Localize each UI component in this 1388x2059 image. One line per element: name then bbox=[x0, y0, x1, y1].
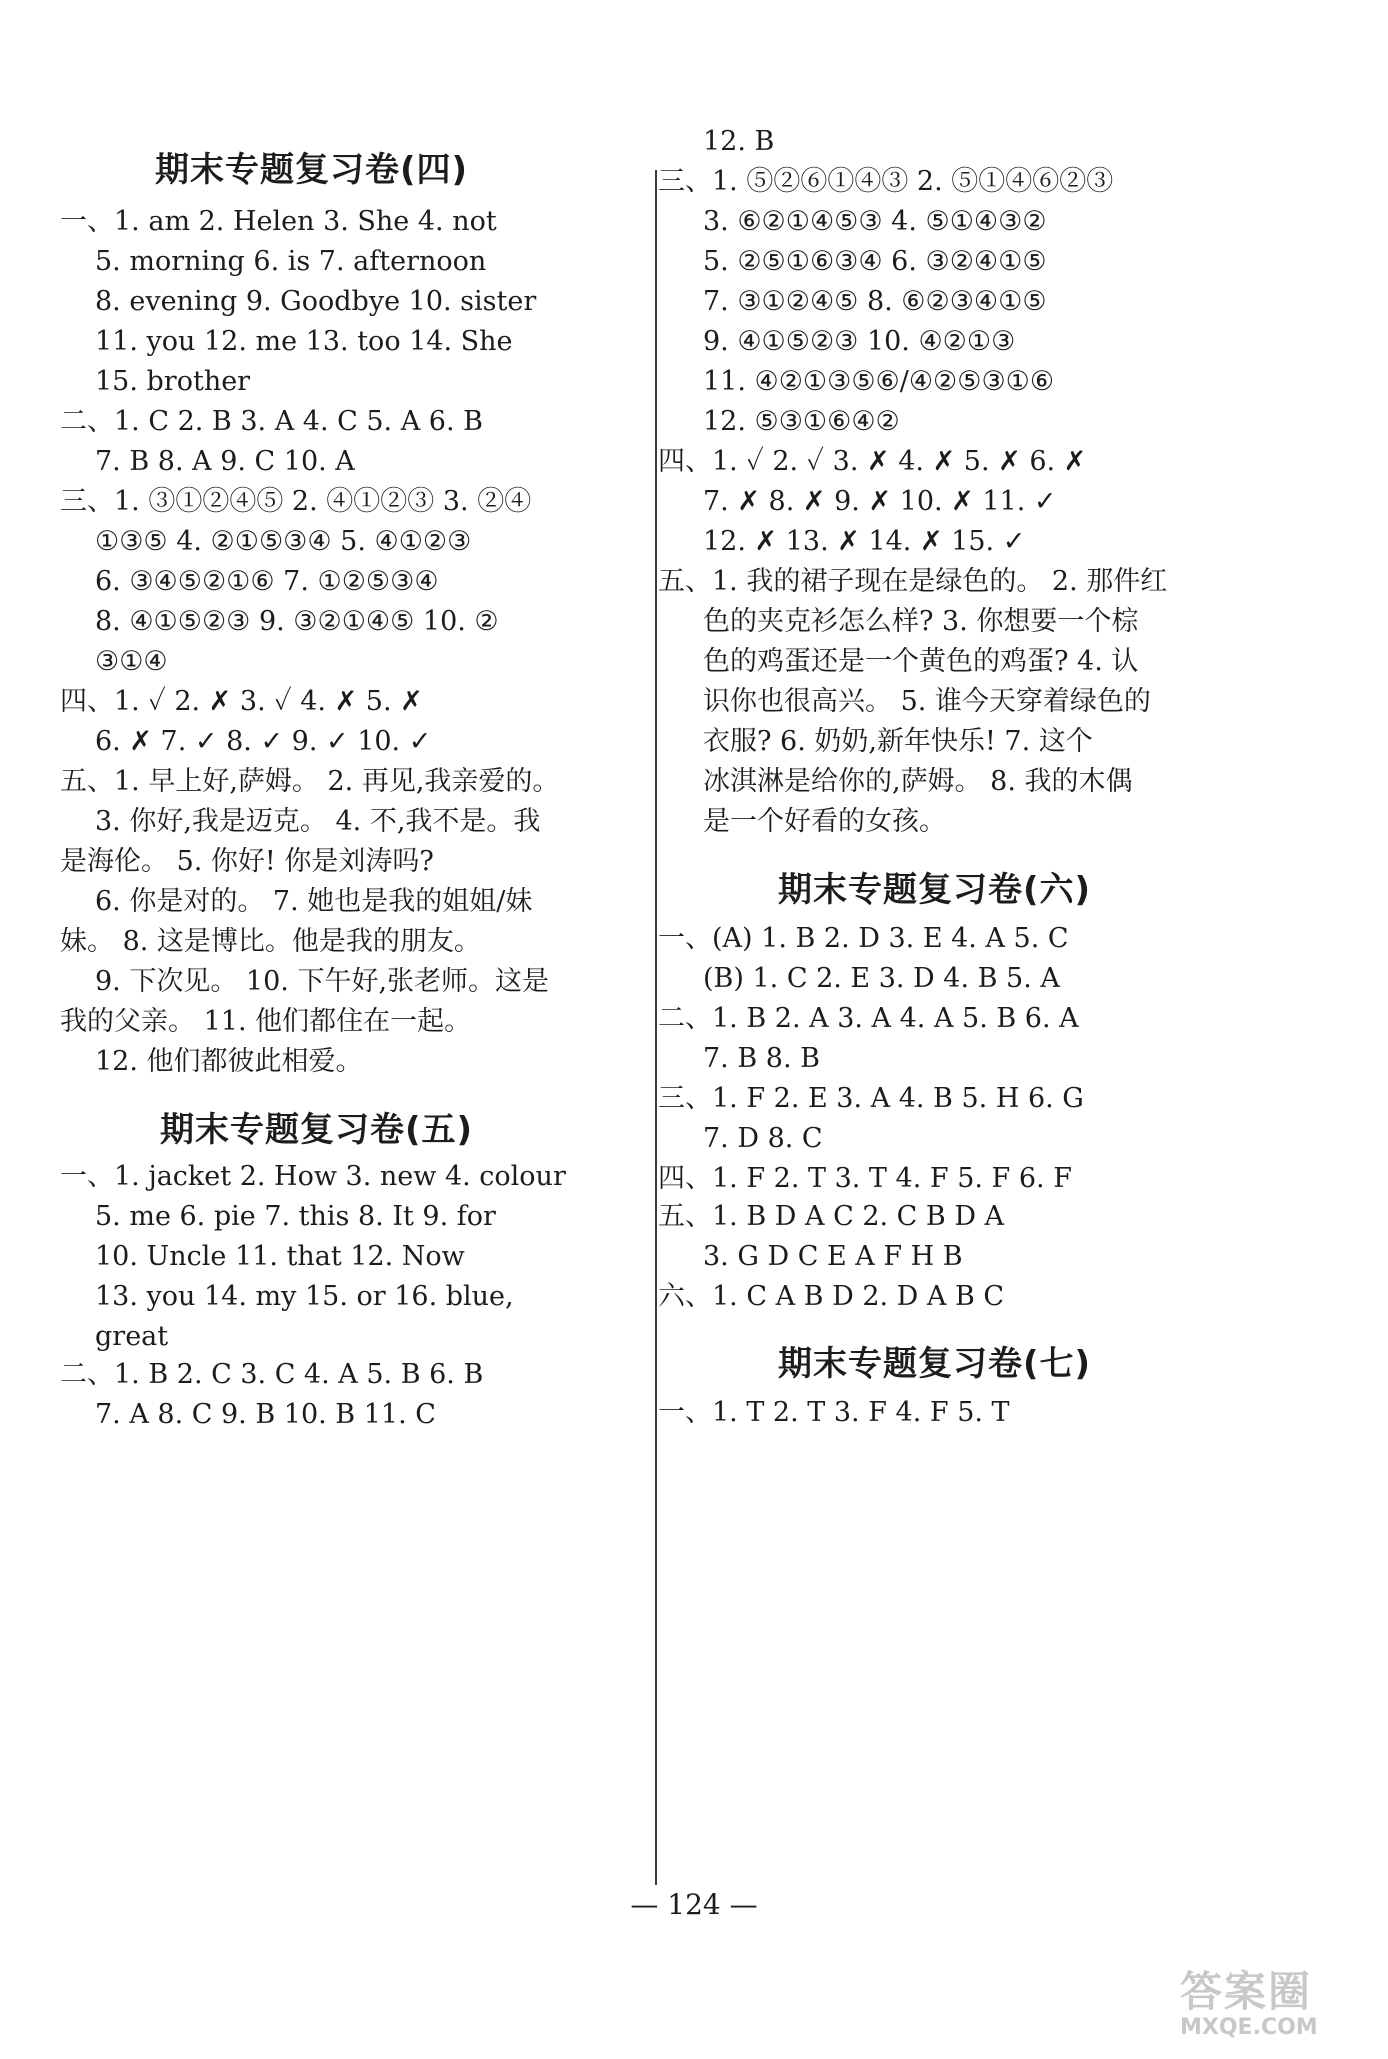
answer-line: 7. B 8. B bbox=[703, 1043, 820, 1074]
answer-line: 三、1. ③①②④⑤ 2. ④①②③ 3. ②④ bbox=[60, 486, 532, 517]
answer-line: 是海伦。 5. 你好! 你是刘涛吗? bbox=[60, 846, 434, 877]
answer-line: 8. evening 9. Goodbye 10. sister bbox=[95, 286, 537, 317]
answer-line: 5. me 6. pie 7. this 8. It 9. for bbox=[95, 1201, 496, 1232]
answer-line: 二、1. C 2. B 3. A 4. C 5. A 6. B bbox=[60, 406, 483, 437]
watermark-text: 答案圈 bbox=[1180, 1967, 1313, 2016]
answer-line: 妹。 8. 这是博比。他是我的朋友。 bbox=[60, 926, 481, 957]
section-title: 期末专题复习卷(六) bbox=[778, 870, 1092, 910]
answer-line: 10. Uncle 11. that 12. Now bbox=[95, 1241, 465, 1272]
answer-line: 五、1. B D A C 2. C B D A bbox=[658, 1201, 1005, 1232]
answer-line: 一、1. jacket 2. How 3. new 4. colour bbox=[60, 1161, 566, 1192]
page-number: — 124 — bbox=[630, 1888, 758, 1921]
answer-line: 9. ④①⑤②③ 10. ④②①③ bbox=[703, 326, 1016, 357]
watermark-url: MXQE.COM bbox=[1180, 2015, 1318, 2040]
answer-line: 三、1. F 2. E 3. A 4. B 5. H 6. G bbox=[658, 1083, 1084, 1114]
answer-line: 3. G D C E A F H B bbox=[703, 1241, 963, 1272]
answer-line: 5. ②⑤①⑥③④ 6. ③②④①⑤ bbox=[703, 246, 1047, 277]
answer-line: 三、1. ⑤②⑥①④③ 2. ⑤①④⑥②③ bbox=[658, 166, 1114, 197]
column-divider bbox=[655, 170, 657, 1885]
answer-line: 9. 下次见。 10. 下午好,张老师。这是 bbox=[95, 966, 550, 997]
answer-line: 色的鸡蛋还是一个黄色的鸡蛋? 4. 认 bbox=[703, 646, 1139, 677]
answer-line: 3. 你好,我是迈克。 4. 不,我不是。我 bbox=[95, 806, 541, 837]
answer-line: 四、1. ✓ 2. ✗ 3. ✓ 4. ✗ 5. ✗ bbox=[60, 686, 423, 717]
answer-line: 6. 你是对的。 7. 她也是我的姐姐/妹 bbox=[95, 886, 533, 917]
answer-line: 二、1. B 2. A 3. A 4. A 5. B 6. A bbox=[658, 1003, 1079, 1034]
answer-line: 六、1. C A B D 2. D A B C bbox=[658, 1281, 1005, 1312]
answer-line: 13. you 14. my 15. or 16. blue, bbox=[95, 1281, 514, 1312]
answer-line: 12. ⑤③①⑥④② bbox=[703, 406, 900, 437]
answer-line: 五、1. 我的裙子现在是绿色的。 2. 那件红 bbox=[658, 566, 1168, 597]
answer-line: 6. ✗ 7. ✓ 8. ✓ 9. ✓ 10. ✓ bbox=[95, 726, 432, 757]
answer-line: great bbox=[95, 1321, 169, 1352]
answer-line: 是一个好看的女孩。 bbox=[703, 806, 946, 837]
answer-line: 衣服? 6. 奶奶,新年快乐! 7. 这个 bbox=[703, 726, 1093, 757]
answer-line: 一、1. T 2. T 3. F 4. F 5. T bbox=[658, 1397, 1010, 1428]
answer-line: 8. ④①⑤②③ 9. ③②①④⑤ 10. ② bbox=[95, 606, 499, 637]
answer-line: ③①④ bbox=[95, 646, 168, 677]
section-title: 期末专题复习卷(五) bbox=[160, 1110, 474, 1150]
answer-line: 15. brother bbox=[95, 366, 251, 397]
answer-line: 3. ⑥②①④⑤③ 4. ⑤①④③② bbox=[703, 206, 1047, 237]
section-title: 期末专题复习卷(七) bbox=[778, 1344, 1092, 1384]
answer-line: 五、1. 早上好,萨姆。 2. 再见,我亲爱的。 bbox=[60, 766, 560, 797]
answer-line: 7. ✗ 8. ✗ 9. ✗ 10. ✗ 11. ✓ bbox=[703, 486, 1057, 517]
answer-line: 识你也很高兴。 5. 谁今天穿着绿色的 bbox=[703, 686, 1151, 717]
answer-line: 11. ④②①③⑤⑥/④②⑤③①⑥ bbox=[703, 366, 1055, 397]
answer-line: 12. ✗ 13. ✗ 14. ✗ 15. ✓ bbox=[703, 526, 1026, 557]
watermark-logo bbox=[1180, 1969, 1370, 2047]
answer-line: 7. ③①②④⑤ 8. ⑥②③④①⑤ bbox=[703, 286, 1047, 317]
answer-line: 一、1. am 2. Helen 3. She 4. not bbox=[60, 206, 497, 237]
answer-line: 色的夹克衫怎么样? 3. 你想要一个棕 bbox=[703, 606, 1139, 637]
answer-line: 7. B 8. A 9. C 10. A bbox=[95, 446, 355, 477]
answer-line: 我的父亲。 11. 他们都住在一起。 bbox=[60, 1006, 472, 1037]
answer-line: 5. morning 6. is 7. afternoon bbox=[95, 246, 487, 277]
answer-line: (B) 1. C 2. E 3. D 4. B 5. A bbox=[703, 963, 1060, 994]
answer-line: 6. ③④⑤②①⑥ 7. ①②⑤③④ bbox=[95, 566, 439, 597]
section-title: 期末专题复习卷(四) bbox=[155, 150, 469, 190]
answer-line: 冰淇淋是给你的,萨姆。 8. 我的木偶 bbox=[703, 766, 1133, 797]
answer-line: 7. D 8. C bbox=[703, 1123, 823, 1154]
answer-line: 一、(A) 1. B 2. D 3. E 4. A 5. C bbox=[658, 923, 1069, 954]
answer-line: 11. you 12. me 13. too 14. She bbox=[95, 326, 513, 357]
answer-line: 四、1. ✓ 2. ✓ 3. ✗ 4. ✗ 5. ✗ 6. ✗ bbox=[658, 446, 1087, 477]
answer-line: 二、1. B 2. C 3. C 4. A 5. B 6. B bbox=[60, 1359, 484, 1390]
answer-line: 12. 他们都彼此相爱。 bbox=[95, 1046, 363, 1077]
answer-line: 12. B bbox=[703, 126, 775, 157]
answer-line: ①③⑤ 4. ②①⑤③④ 5. ④①②③ bbox=[95, 526, 472, 557]
answer-line: 四、1. F 2. T 3. T 4. F 5. F 6. F bbox=[658, 1163, 1072, 1194]
answer-line: 7. A 8. C 9. B 10. B 11. C bbox=[95, 1399, 436, 1430]
